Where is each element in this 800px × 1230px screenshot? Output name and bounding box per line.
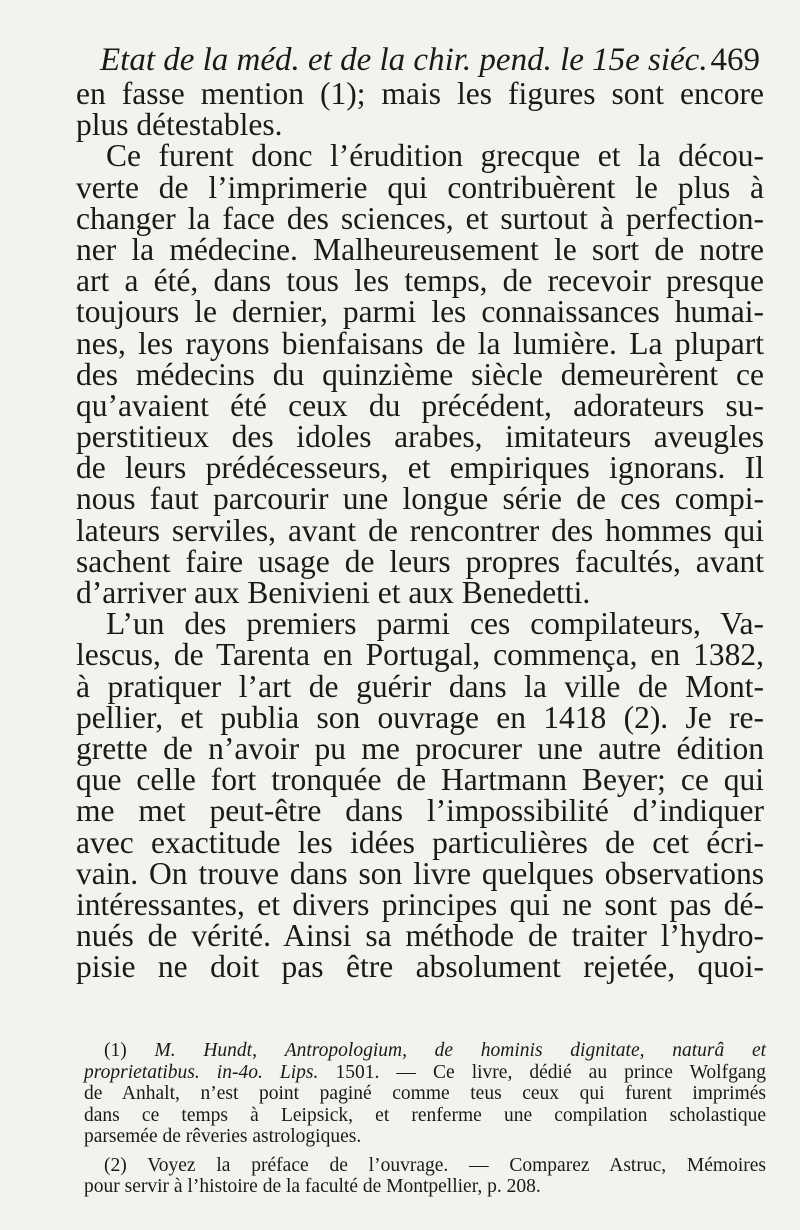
footnote-2-line: pour servir à l’histoire de la faculté de Montpellier, p. 208. xyxy=(84,1176,541,1197)
footnote-1-marker: (1) xyxy=(104,1040,127,1061)
footnote-2-line: (2) Voyez la préface de l’ouvrage. — Comparez Astruc, Mémoires xyxy=(104,1154,766,1176)
text-line: intéressantes, et divers principes qui ne sont pas dé- xyxy=(76,886,764,922)
text-line: nués de vérité. Ainsi sa méthode de traiter l’hydro- xyxy=(76,918,764,954)
text-line: art a été, dans tous les temps, de recevoir presque xyxy=(76,263,764,299)
text-line: perstitieux des idoles arabes, imitateurs aveugles xyxy=(76,419,764,455)
footnote-1-title-a: Antropologium, de hominis dignitate, naturâ et xyxy=(284,1040,767,1061)
footnotes xyxy=(84,1040,766,1198)
page-number: 469 xyxy=(710,42,760,78)
text-line: grette de n’avoir pu me procurer une autre édition xyxy=(76,730,764,766)
text-line: avec exactitude les idées particulières de cet écri- xyxy=(76,824,764,860)
footnote-1-title-b: proprietatibus. in-4o. Lips. xyxy=(84,1061,319,1083)
text-line: en fasse mention (1); mais les figures sont encore xyxy=(76,76,764,111)
paragraph-first-line: L’un des premiers parmi ces compilateurs, Va- xyxy=(106,606,764,642)
text-line: pellier, et publia son ouvrage en 1418 (2). Je re- xyxy=(76,699,764,735)
text-line: de leurs prédécesseurs, et empiriques ignorans. Il xyxy=(76,450,764,486)
text-line: me met peut-être dans l’impossibilité d’indiquer xyxy=(76,793,764,829)
running-head-title: Etat de la méd. et de la chir. pend. le 15e siéc. xyxy=(100,42,708,78)
text-line: plus détestables. xyxy=(76,107,283,143)
footnote-1-line: parsemée de rêveries astrologiques. xyxy=(84,1126,362,1147)
footnote-1-author: M. Hundt, xyxy=(154,1040,257,1061)
footnote-1-line: de Anhalt, n’est point paginé comme teus ceux qui furent imprimés xyxy=(84,1083,766,1104)
text-line: des médecins du quinzième siècle demeurèrent ce xyxy=(76,356,764,392)
text-line: que celle fort tronquée de Hartmann Beyer; ce qui xyxy=(76,762,764,798)
text-line: toujours le dernier, parmi les connaissances humai- xyxy=(76,294,764,330)
text-line: nes, les rayons bienfaisans de la lumière. La plupart xyxy=(76,325,764,361)
paragraph-first-line: Ce furent donc l’érudition grecque et la décou- xyxy=(106,138,764,174)
footnote-1-line: dans ce temps à Leipsick, et renferme une compilation scholastique xyxy=(84,1104,766,1126)
text-line: d’arriver aux Benivieni et aux Benedetti. xyxy=(76,575,591,610)
text-line: ner la médecine. Malheureusement le sort de notre xyxy=(76,231,764,267)
text-line: qu’avaient été ceux du précédent, adorateurs su- xyxy=(76,387,764,423)
text-line: pisie ne doit pas être absolument rejetée, quoi- xyxy=(76,949,764,985)
body-text xyxy=(76,76,764,985)
footnote-1-line xyxy=(84,1040,766,1062)
text-line: nous faut parcourir une longue série de ces compi- xyxy=(76,481,764,517)
text-line: lateurs serviles, avant de rencontrer des hommes qui xyxy=(76,512,764,548)
footnote-1-rest-a: 1501. — Ce livre, dédié au prince Wolfgang xyxy=(335,1061,766,1083)
text-line: vain. On trouve dans son livre quelques observations xyxy=(76,855,764,891)
text-line: verte de l’imprimerie qui contribuèrent le plus à xyxy=(76,169,764,205)
text-line: lescus, de Tarenta en Portugal, commença, en 1382, xyxy=(76,637,764,673)
footnote-1-line xyxy=(84,1062,766,1084)
text-line: sachent faire usage de leurs propres facultés, avant xyxy=(76,543,764,579)
text-line: à pratiquer l’art de guérir dans la ville de Mont- xyxy=(76,668,764,704)
text-line: changer la face des sciences, et surtout à perfection- xyxy=(76,200,764,236)
